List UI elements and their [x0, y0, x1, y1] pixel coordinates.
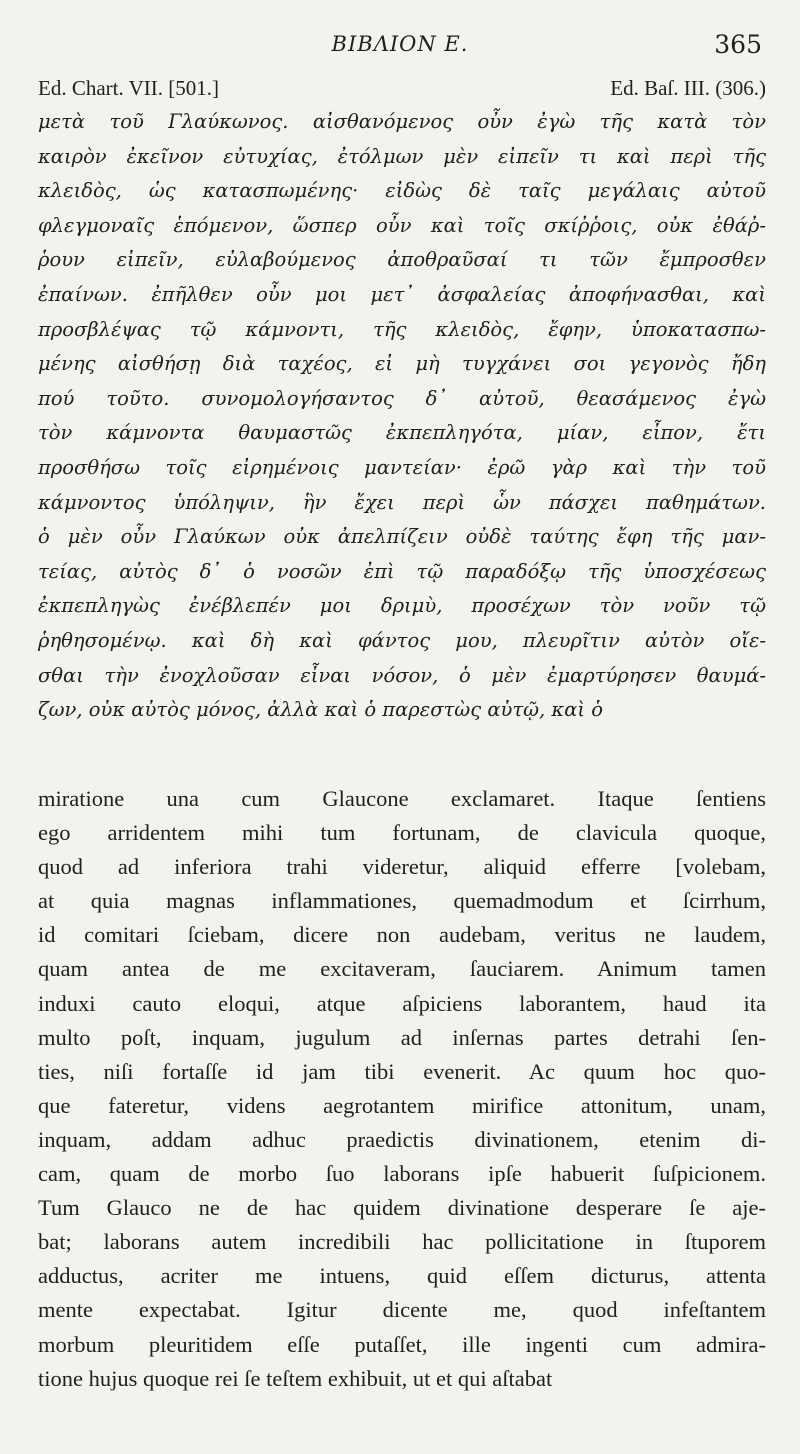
greek-text-line: ζων, οὐκ αὐτὸς μόνος, ἀλλὰ καὶ ὁ παρεστὼς αὐτῷ, καὶ ὁ	[38, 698, 603, 722]
greek-text-line: σθαι τὴν ἐνοχλοῦσαν εἶναι νόσον, ὁ μὲν ἐμαρτύρησεν θαυμά-	[38, 663, 766, 687]
greek-text-line: μετὰ τοῦ Γλαύκωνος. αἰσθανόμενος οὖν ἐγὼ τῆς κατὰ τὸν	[38, 110, 766, 133]
latin-text-line: ties, niſi fortaſſe id jam tibi evenerit. Ac quum hoc quo-	[38, 1058, 766, 1084]
latin-text-line: id comitari ſciebam, dicere non audebam, veritus ne laudem,	[38, 922, 766, 948]
greek-text-line: κάμνοντος ὑπόληψιν, ἣν ἔχει περὶ ὧν πάσχει παθημάτων.	[38, 490, 766, 514]
greek-text-line: ἐπαίνων. ἐπῆλθεν οὖν μοι μετ᾽ ἀσφαλείας ἀποφήνασθαι, καὶ	[38, 282, 766, 306]
greek-text-block	[38, 105, 766, 728]
greek-text-line: μένης αἰσθήσῃ διὰ ταχέος, εἰ μὴ τυγχάνει σοι γεγονὸς ἤδη	[38, 352, 766, 376]
latin-text-line: ego arridentem mihi tum fortunam, de clavicula quoque,	[38, 820, 766, 846]
latin-text-line: mente expectabat. Igitur dicente me, quod infeſtantem	[38, 1297, 766, 1323]
latin-text-block	[38, 782, 766, 1396]
greek-text-line: ἐκπεπληγὼς ἐνέβλεπέν μοι δριμὺ, προσέχων τὸν νοῦν τῷ	[38, 594, 766, 618]
latin-text-line: adductus, acriter me intuens, quid eſſem dicturus, attenta	[38, 1263, 766, 1289]
latin-text-line: induxi cauto eloqui, atque aſpiciens laborantem, haud ita	[38, 990, 766, 1016]
latin-text-line: miratione una cum Glaucone exclamaret. Itaque ſentiens	[38, 786, 766, 811]
page-number: 365	[714, 30, 762, 59]
latin-text-line: quam antea de me excitaveram, ſauciarem. Animum tamen	[38, 956, 766, 982]
edition-references	[38, 76, 766, 104]
greek-text-line: ὁ μὲν οὖν Γλαύκων οὐκ ἀπελπίζειν οὐδὲ ταύτης ἔφη τῆς μαν-	[38, 525, 766, 549]
running-head	[0, 30, 800, 60]
running-title: BIBΛΙΟΝ Ε.	[331, 32, 469, 56]
greek-text-line: προσβλέψας τῷ κάμνοντι, τῆς κλειδὸς, ἔφην, ὑποκατασπω-	[38, 317, 766, 341]
greek-text-line: προσθήσω τοῖς εἰρημένοις μαντείαν· ἐρῶ γὰρ καὶ τὴν τοῦ	[38, 455, 766, 479]
latin-text-line: inquam, addam adhuc praedictis divinationem, etenim di-	[38, 1126, 766, 1152]
greek-text-line: ῥουν εἰπεῖν, εὐλαβούμενος ἀποθραῦσαί τι τῶν ἔμπροσθεν	[38, 248, 766, 272]
latin-text-line: quod ad inferiora trahi videretur, aliquid efferre [volebam,	[38, 854, 766, 880]
latin-text-line: Tum Glauco ne de hac quidem divinatione desperare ſe aje-	[38, 1195, 766, 1221]
latin-text-line: bat; laborans autem incredibili hac pollicitatione in ſtuporem	[38, 1229, 766, 1255]
latin-text-line: tione hujus quoque rei ſe teſtem exhibuit, ut et qui aſtabat	[38, 1365, 553, 1391]
greek-text-line: καιρὸν ἐκεῖνον εὐτυχίας, ἐτόλμων μὲν εἰπεῖν τι καὶ περὶ τῆς	[38, 144, 766, 168]
latin-text-line: cam, quam de morbo ſuo laborans ipſe habuerit ſuſpicionem.	[38, 1161, 766, 1187]
latin-text-line: multo poſt, inquam, jugulum ad inſernas partes detrahi ſen-	[38, 1024, 766, 1050]
latin-text-line: que fateretur, videns aegrotantem mirifice attonitum, unam,	[38, 1092, 766, 1118]
edition-reference-basel: Ed. Baſ. III. (306.)	[610, 76, 766, 100]
greek-text-line: κλειδὸς, ὡς κατασπωμένης· εἰδὼς δὲ ταῖς μεγάλαις αὐτοῦ	[38, 179, 766, 203]
greek-text-line: φλεγμοναῖς ἑπόμενον, ὥσπερ οὖν καὶ τοῖς σκίῤῥοις, οὐκ ἐθάῤ-	[38, 213, 766, 237]
greek-text-line: τὸν κάμνοντα θαυμαστῶς ἐκπεπληγότα, μίαν, εἶπον, ἔτι	[38, 421, 766, 445]
latin-text-line: at quia magnas inflammationes, quemadmodum et ſcirrhum,	[38, 888, 766, 914]
edition-reference-chartier: Ed. Chart. VII. [501.]	[38, 76, 219, 100]
greek-text-line: ῥηθησομένῳ. καὶ δὴ καὶ φάντος μου, πλευρῖτιν αὐτὸν οἴε-	[38, 628, 766, 652]
greek-text-line: τείας, αὐτὸς δ᾽ ὁ νοσῶν ἐπὶ τῷ παραδόξῳ τῆς ὑποσχέσεως	[38, 559, 766, 583]
latin-text-line: morbum pleuritidem eſſe putaſſet, ille ingenti cum admira-	[38, 1331, 766, 1357]
greek-text-line: πού τοῦτο. συνομολογήσαντος δ᾽ αὐτοῦ, θεασάμενος ἐγὼ	[38, 386, 766, 410]
